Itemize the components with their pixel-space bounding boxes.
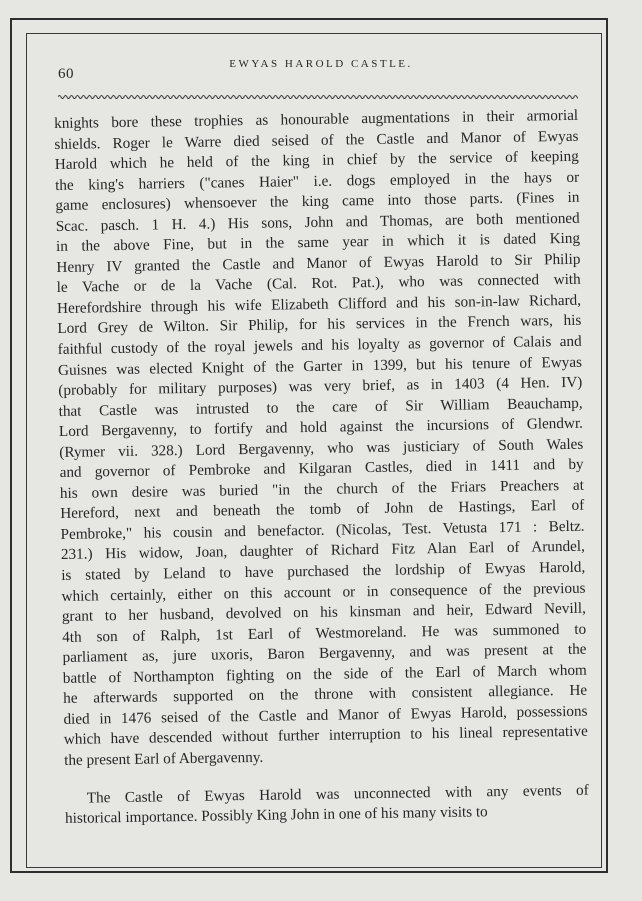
text-line: he afterwards supported on the throne with consistent allegiance. He: [63, 682, 588, 708]
page-number: 60: [58, 66, 74, 82]
text-line: the present Earl of Abergavenny.: [64, 748, 264, 769]
text-line: Lord Bergavenny, to fortify and hold against the incursions of Glendwr.: [58, 414, 584, 441]
text-line: and governor of Pembroke and Kilgaran Castles, died in 1411 and by: [59, 456, 584, 482]
text-line: (Rymer vii. 328.) Lord Bergavenny, who was justiciary of South Wales: [59, 435, 584, 461]
text-line: Lord Grey de Wilton. Sir Philip, for his services in the French wars, his: [57, 312, 582, 338]
body-text: [54, 106, 589, 830]
text-line: died in 1476 seised of the Castle and Manor of Ewyas Harold, possessions: [63, 702, 588, 728]
text-line: 231.) His widow, Joan, daughter of Richard Fitz Alan Earl of Arundel,: [60, 538, 585, 564]
text-line: the king's harriers ("canes Haier" i.e. dogs employed in the hays or: [54, 168, 580, 194]
paragraph-2: [65, 780, 590, 829]
text-line: is stated by Leland to have purchased the lordship of Ewyas Harold,: [61, 558, 586, 584]
paragraph-1: [54, 106, 588, 772]
text-line: 4th son of Ralph, 1st Earl of Westmoreland. He was summoned to: [62, 620, 587, 646]
text-line: Herefordshire through his wife Elizabeth Clifford and his son-in-law Richard,: [56, 291, 582, 317]
text-line: which have descended without further interruption to his lineal representative: [63, 723, 588, 749]
text-line: in the above Fine, but in the same year in which it is dated King: [55, 230, 581, 256]
text-line: Pembroke," his cousin and benefactor. (Nicolas, Test. Vetusta 171 : Beltz.: [60, 517, 585, 543]
text-line: The Castle of Ewyas Harold was unconnected with any events of: [86, 781, 589, 807]
text-line: game enclosures) whensoever the king came into those parts. (Fines in: [55, 188, 580, 215]
text-line: (probably for military purposes) was very brief, as in 1403 (4 Hen. IV): [58, 373, 583, 400]
text-line: Hereford, next and beneath the tomb of John de Hastings, Earl of: [60, 497, 585, 523]
text-line: Henry IV granted the Castle and Manor of Ewyas Harold to Sir Philip: [56, 250, 581, 276]
running-title: EWYAS HAROLD CASTLE.: [229, 58, 413, 70]
text-line: Harold which he held of the king in chief by the service of keeping: [54, 147, 579, 174]
text-line: Guisnes was elected Knight of the Garter in 1399, but his tenure of Ewyas: [57, 353, 583, 379]
text-line: his own desire was buried "in the church of the Friars Preachers at: [59, 476, 585, 502]
text-line: battle of Northampton fighting on the side of the Earl of March whom: [62, 661, 587, 687]
text-line: le Vache or de la Vache (Cal. Rot. Pat.), who was connected with: [56, 271, 581, 297]
text-line: which certainly, either on this account or in consequence of the previous: [61, 579, 586, 605]
text-line: that Castle was intrusted to the care of Sir William Beauchamp,: [58, 394, 583, 420]
text-line: parliament as, jure uxoris, Baron Bergavenny, and was present at the: [62, 640, 587, 667]
text-line: Scac. pasch. 1 H. 4.) His sons, John and Thomas, are both mentioned: [55, 209, 580, 235]
text-line: historical importance. Possibly King John in one of his many visits to: [64, 803, 488, 827]
text-line: knights bore these trophies as honourable augmentations in their armorial: [54, 106, 579, 132]
text-line: shields. Roger le Warre died seised of the Castle and Manor of Ewyas: [54, 127, 579, 153]
wavy-rule-ornament: [58, 91, 578, 103]
text-line: grant to her husband, devolved on his kinsman and heir, Edward Nevill,: [61, 599, 586, 626]
text-line: faithful custody of the royal jewels and his loyalty as governor of Calais and: [57, 332, 582, 358]
